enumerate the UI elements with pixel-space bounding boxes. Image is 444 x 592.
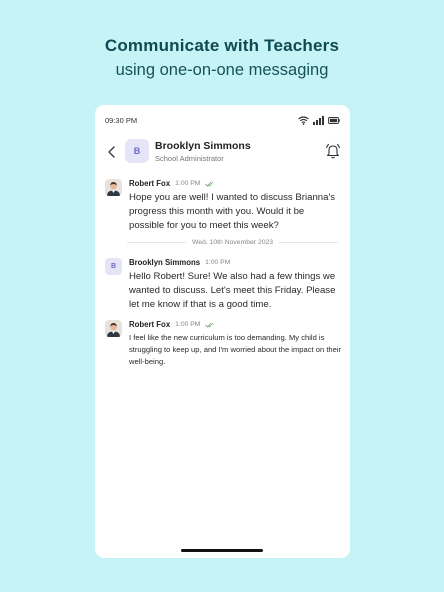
message-text: Hello Robert! Sure! We also had a few things we wanted to discuss. Let's meet this Friday. Please let me know if that is a good time. <box>129 271 336 310</box>
date-separator <box>127 237 338 247</box>
divider-line <box>127 242 186 243</box>
chat-header <box>95 137 350 169</box>
contact-name: Brooklyn Simmons <box>155 140 251 152</box>
date-label: Wed, 10th November 2023 <box>191 238 274 246</box>
promo-headline <box>0 36 444 80</box>
home-indicator[interactable] <box>181 549 263 552</box>
sender-name: Robert Fox <box>129 320 171 329</box>
sender-avatar: B <box>105 258 122 275</box>
message-time: 1:00 PM <box>175 180 201 187</box>
message-meta <box>129 179 214 188</box>
status-time: 09:30 PM <box>105 115 138 125</box>
contact-avatar[interactable]: B <box>125 139 149 163</box>
sender-name: Brooklyn Simmons <box>129 258 201 267</box>
message-text: I feel like the new curriculum is too demanding. My child is struggling to keep up, and I'm worried about the impact on their well-being. <box>129 333 342 366</box>
person-avatar-icon <box>105 320 122 337</box>
contact-role: School Administrator <box>155 154 224 163</box>
double-check-icon <box>205 181 214 187</box>
message-time: 1:00 PM <box>205 259 231 266</box>
phone-screen <box>95 105 350 558</box>
double-check-icon <box>205 322 214 328</box>
bell-icon[interactable] <box>326 143 340 159</box>
person-avatar-icon <box>105 179 122 196</box>
message-text: Hope you are well! I wanted to discuss Brianna's progress this month with you. Would it be possible for you to meet this week? <box>129 192 336 231</box>
status-icons <box>298 116 340 125</box>
message-meta <box>129 320 214 329</box>
signal-icon <box>313 116 324 125</box>
promo-title: Communicate with Teachers <box>104 36 340 55</box>
sender-avatar <box>105 179 122 196</box>
wifi-icon <box>298 116 309 125</box>
status-bar <box>105 114 340 126</box>
promo-subtitle: using one-on-one messaging <box>115 61 329 79</box>
sender-name: Robert Fox <box>129 179 171 188</box>
sender-avatar <box>105 320 122 337</box>
battery-icon <box>328 117 340 124</box>
message-meta <box>129 258 230 267</box>
divider-line <box>279 242 338 243</box>
chevron-left-icon[interactable] <box>106 145 118 159</box>
message-time: 1:00 PM <box>175 321 201 328</box>
